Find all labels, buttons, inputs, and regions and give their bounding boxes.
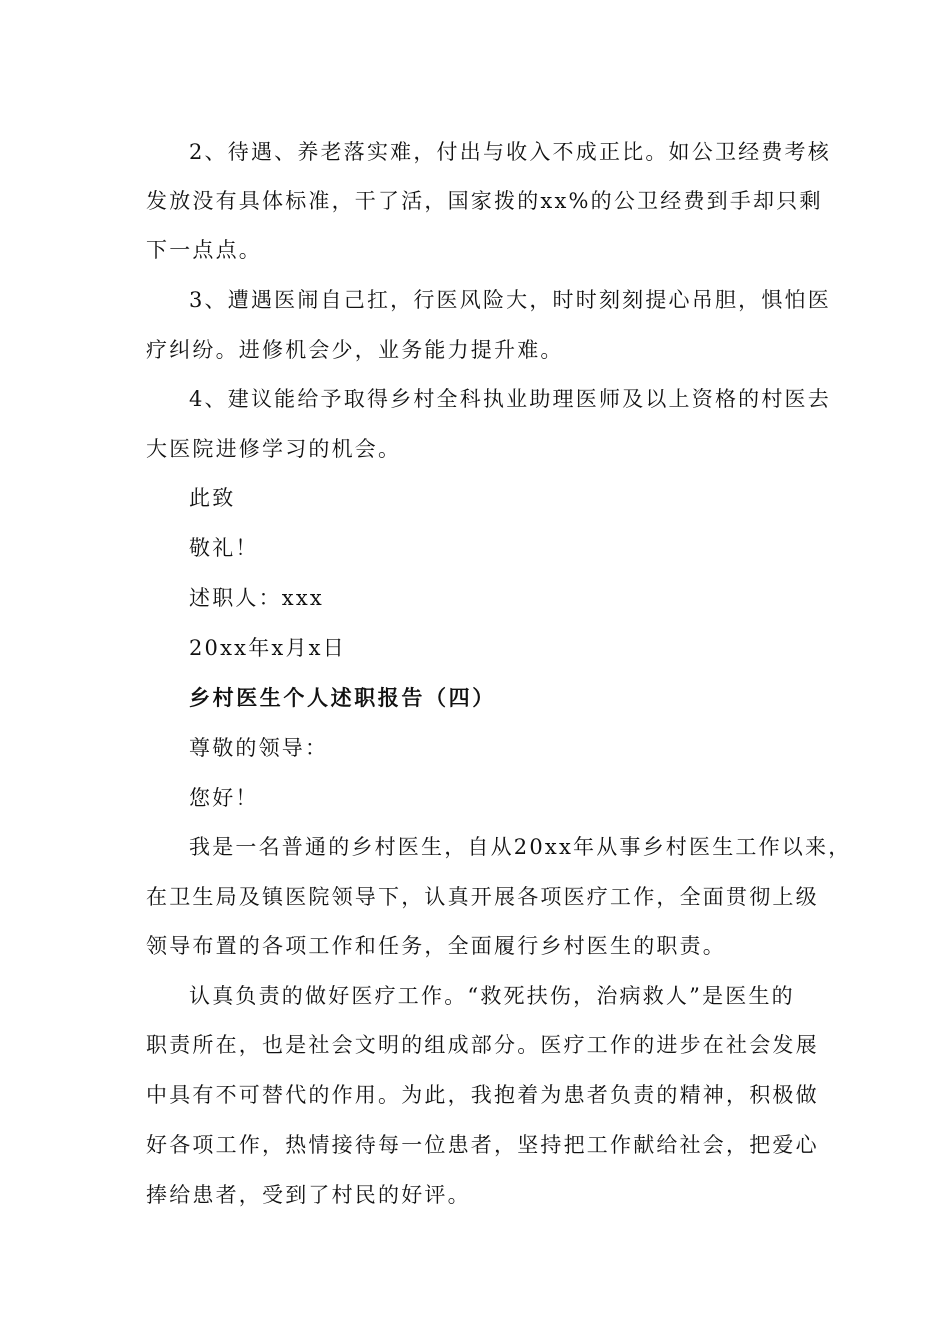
paragraph-2-line-1: 2、待遇、养老落实难，付出与收入不成正比。如公卫经费考核 (189, 140, 831, 164)
intro-line-2: 在卫生局及镇医院领导下，认真开展各项医疗工作，全面贯彻上级 (146, 885, 819, 909)
paragraph-2-line-3: 下一点点。 (146, 238, 262, 262)
intro-line-3: 领导布置的各项工作和任务，全面履行乡村医生的职责。 (146, 934, 726, 958)
paragraph-3-line-1: 3、遭遇医闹自己扛，行医风险大，时时刻刻提心吊胆，惧怕医 (189, 288, 831, 312)
paragraph-4-line-1: 4、建议能给予取得乡村全科执业助理医师及以上资格的村医去 (189, 387, 831, 411)
paragraph-4-line-2: 大医院进修学习的机会。 (146, 437, 402, 461)
signature-author: 述职人：xxx (189, 586, 324, 610)
body-line-2: 职责所在，也是社会文明的组成部分。医疗工作的进步在社会发展 (146, 1033, 819, 1057)
section-heading: 乡村医生个人述职报告（四） (189, 685, 496, 710)
paragraph-2-line-2: 发放没有具体标准，干了活，国家拨的xx%的公卫经费到手却只剩 (146, 189, 823, 213)
closing-cizhi: 此致 (189, 486, 236, 510)
paragraph-3-line-2: 疗纠纷。进修机会少，业务能力提升难。 (146, 338, 564, 362)
body-line-3: 中具有不可替代的作用。为此，我抱着为患者负责的精神，积极做 (146, 1083, 819, 1107)
intro-line-1: 我是一名普通的乡村医生，自从20xx年从事乡村医生工作以来， (189, 835, 852, 859)
body-line-1: 认真负责的做好医疗工作。“救死扶伤，治病救人”是医生的 (189, 984, 795, 1008)
closing-jingli: 敬礼！ (189, 536, 259, 560)
body-line-5: 捧给患者，受到了村民的好评。 (146, 1183, 471, 1207)
signature-date: 20xx年x月x日 (189, 636, 346, 660)
salutation: 尊敬的领导： (189, 736, 329, 760)
body-line-4: 好各项工作，热情接待每一位患者，坚持把工作献给社会，把爱心 (146, 1133, 819, 1157)
greeting: 您好！ (189, 786, 259, 810)
